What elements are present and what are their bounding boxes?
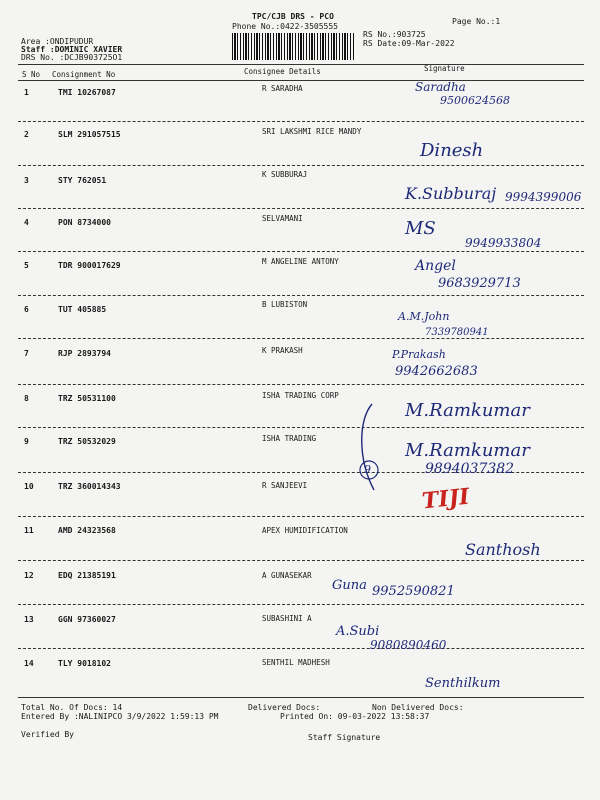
row-consignment: TRZ 360014343 bbox=[58, 482, 121, 491]
row-sno: 4 bbox=[24, 218, 29, 227]
row-divider bbox=[18, 560, 584, 561]
row-divider bbox=[18, 208, 584, 209]
row-sno: 11 bbox=[24, 526, 34, 535]
row-consignment: RJP 2893794 bbox=[58, 349, 111, 358]
row-divider bbox=[18, 251, 584, 252]
row-consignee: R SANJEEVI bbox=[262, 481, 308, 490]
signature-handwriting: Dinesh bbox=[420, 140, 484, 161]
row-consignment: EDQ 21385191 bbox=[58, 571, 116, 580]
row-consignee: ISHA TRADING bbox=[262, 434, 317, 443]
staff-label: Staff :DOMINIC XAVIER bbox=[21, 45, 123, 54]
row-consignment: TDR 900017629 bbox=[58, 261, 121, 270]
row-consignee: ISHA TRADING CORP bbox=[262, 391, 339, 400]
row-sno: 12 bbox=[24, 571, 34, 580]
row-consignment: PON 8734000 bbox=[58, 218, 111, 227]
row-divider bbox=[18, 604, 584, 605]
row-consignee: SUBASHINI A bbox=[262, 614, 312, 623]
header-rule-top bbox=[18, 64, 584, 65]
signature-phone: 7339780941 bbox=[425, 327, 489, 338]
row-divider bbox=[18, 121, 584, 122]
row-consignment: TRZ 50531100 bbox=[58, 394, 116, 403]
row-sno: 5 bbox=[24, 261, 29, 270]
col-header-sno: S No bbox=[22, 70, 41, 79]
row-consignment: TUT 405885 bbox=[58, 305, 107, 314]
signature-handwriting: M.Ramkumar bbox=[405, 440, 530, 461]
signature-handwriting: Santhosh bbox=[465, 540, 541, 559]
document-title: TPC/CJB DRS - PCO bbox=[252, 12, 334, 21]
page-number: Page No.:1 bbox=[452, 17, 501, 26]
verified-by: Verified By bbox=[21, 730, 74, 739]
rs-number: RS No.:903725 bbox=[363, 30, 426, 39]
col-header-signature: Signature bbox=[424, 64, 465, 73]
signature-handwriting: MS bbox=[405, 218, 436, 239]
row-sno: 13 bbox=[24, 615, 34, 624]
signature-phone: 9949933804 bbox=[465, 236, 542, 250]
bracket-annotation bbox=[350, 400, 390, 495]
col-header-consignment: Consignment No bbox=[52, 70, 116, 79]
row-sno: 1 bbox=[24, 88, 29, 97]
signature-phone: 9942662683 bbox=[395, 364, 478, 379]
row-sno: 10 bbox=[24, 482, 34, 491]
delivered-docs: Delivered Docs: bbox=[248, 703, 321, 712]
row-consignee: M ANGELINE ANTONY bbox=[262, 257, 339, 266]
row-consignment: STY 762051 bbox=[58, 176, 107, 185]
total-docs: Total No. Of Docs: 14 bbox=[21, 703, 123, 712]
row-sno: 9 bbox=[24, 437, 29, 446]
signature-handwriting: M.Ramkumar bbox=[405, 400, 530, 421]
row-consignee: R SARADHA bbox=[262, 84, 303, 93]
signature-handwriting: Guna bbox=[332, 578, 367, 593]
row-consignment: TRZ 50532029 bbox=[58, 437, 116, 446]
row-sno: 14 bbox=[24, 659, 34, 668]
row-sno: 7 bbox=[24, 349, 29, 358]
row-consignee: K PRAKASH bbox=[262, 346, 303, 355]
row-divider bbox=[18, 648, 584, 649]
signature-phone: 9952590821 bbox=[372, 584, 455, 599]
signature-handwriting: P.Prakash bbox=[392, 348, 446, 361]
signature-handwriting: Saradha bbox=[415, 80, 466, 94]
row-consignee: A GUNASEKAR bbox=[262, 571, 312, 580]
table-rule-bottom bbox=[18, 697, 584, 698]
row-divider bbox=[18, 295, 584, 296]
row-consignee: SENTHIL MADHESH bbox=[262, 658, 330, 667]
row-consignment: GGN 97360027 bbox=[58, 615, 116, 624]
staff-signature-label: Staff Signature bbox=[308, 733, 381, 742]
signature-handwriting: A.Subi bbox=[336, 624, 380, 639]
row-sno: 6 bbox=[24, 305, 29, 314]
row-sno: 3 bbox=[24, 176, 29, 185]
row-consignee: K SUBBURAJ bbox=[262, 170, 308, 179]
non-delivered-docs: Non Delivered Docs: bbox=[372, 703, 464, 712]
row-divider bbox=[18, 427, 584, 428]
circled-number: 9 bbox=[364, 463, 371, 476]
phone-number: Phone No.:0422-3505555 bbox=[232, 22, 338, 31]
row-divider bbox=[18, 338, 584, 339]
row-sno: 2 bbox=[24, 130, 29, 139]
printed-on: Printed On: 09-03-2022 13:58:37 bbox=[280, 712, 430, 721]
row-consignee: SRI LAKSHMI RICE MANDY bbox=[262, 127, 362, 136]
row-divider bbox=[18, 384, 584, 385]
row-consignment: TMI 10267087 bbox=[58, 88, 116, 97]
signature-handwriting: Senthilkum bbox=[425, 676, 501, 691]
signature-phone: 9683929713 bbox=[438, 276, 521, 291]
signature-handwriting: TIJI bbox=[420, 483, 471, 515]
col-header-consignee: Consignee Details bbox=[244, 67, 321, 76]
header-rule-bottom bbox=[18, 80, 584, 81]
signature-phone: 9894037382 bbox=[425, 461, 515, 477]
signature-handwriting: A.M.John bbox=[398, 310, 450, 323]
barcode-image bbox=[232, 33, 354, 60]
row-divider bbox=[18, 165, 584, 166]
rs-date: RS Date:09-Mar-2022 bbox=[363, 39, 455, 48]
signature-handwriting: Angel bbox=[415, 258, 456, 274]
row-consignment: TLY 9018102 bbox=[58, 659, 111, 668]
row-sno: 8 bbox=[24, 394, 29, 403]
entered-by: Entered By :NALINIPCO 3/9/2022 1:59:13 PM bbox=[21, 712, 219, 721]
area-label: Area :ONDIPUDUR bbox=[21, 37, 94, 46]
signature-phone: 9500624568 bbox=[440, 94, 510, 107]
drs-number: DRS No. :DCJB903725O1 bbox=[21, 53, 123, 62]
signature-handwriting: K.Subburaj bbox=[405, 184, 497, 203]
row-consignee: SELVAMANI bbox=[262, 214, 303, 223]
row-consignment: AMD 24323568 bbox=[58, 526, 116, 535]
row-consignment: SLM 291057515 bbox=[58, 130, 121, 139]
row-consignee: B LUBISTON bbox=[262, 300, 308, 309]
signature-phone: 9994399006 bbox=[505, 190, 582, 204]
row-consignee: APEX HUMIDIFICATION bbox=[262, 526, 348, 535]
row-divider bbox=[18, 516, 584, 517]
signature-phone: 9080890460 bbox=[370, 638, 447, 652]
